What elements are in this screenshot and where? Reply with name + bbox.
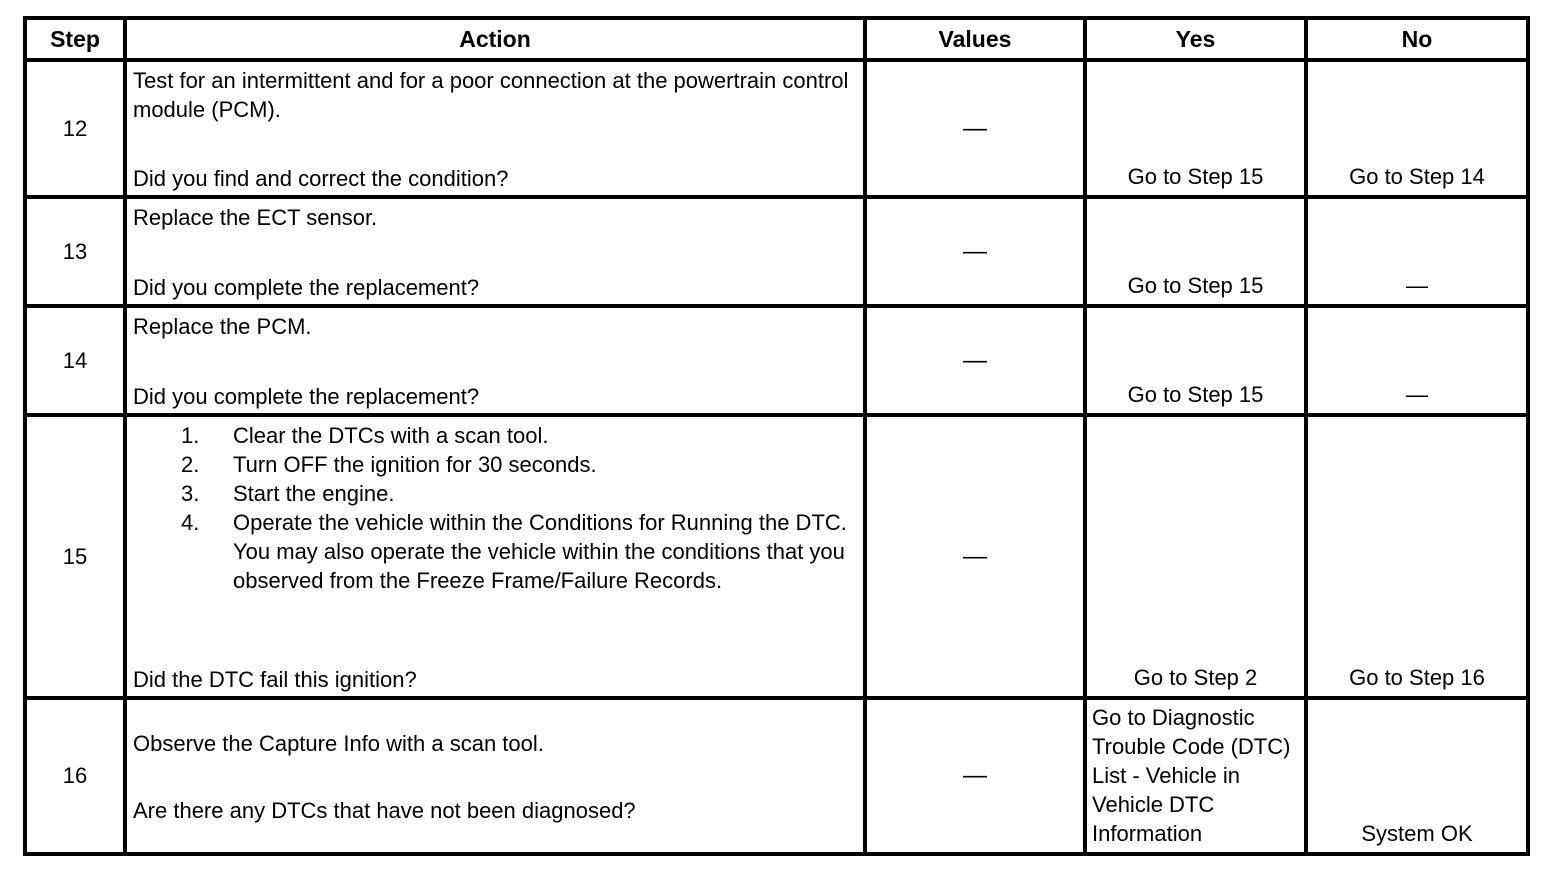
substep-text: Operate the vehicle within the Conditions for Running the DTC. You may also operate the vehicle within the conditions that you observed from the Freeze Frame/Failure Records.: [233, 510, 847, 594]
no-cell: Go to Step 16: [1306, 415, 1528, 697]
yes-cell: Go to Step 2: [1085, 415, 1306, 697]
substep-number: 3.: [181, 481, 200, 507]
action-cell: [125, 60, 865, 197]
action-question: Did you complete the replacement?: [133, 384, 480, 410]
substep-item: [181, 450, 857, 479]
values-cell: —: [865, 306, 1085, 415]
header-values: Values: [865, 18, 1085, 60]
substep-item: [181, 421, 857, 450]
substep-number: 4.: [181, 510, 200, 536]
action-question: Are there any DTCs that have not been diagnosed?: [133, 797, 636, 823]
values-cell: —: [865, 698, 1085, 854]
no-cell: Go to Step 14: [1306, 60, 1528, 197]
values-cell: —: [865, 197, 1085, 306]
step-number: 14: [25, 306, 125, 415]
yes-cell: Go to Diagnostic Trouble Code (DTC) List - Vehicle in Vehicle DTC Information: [1085, 698, 1306, 854]
action-instruction: Replace the PCM.: [133, 314, 312, 340]
substep-number: 1.: [181, 423, 200, 449]
no-cell: System OK: [1306, 698, 1528, 854]
yes-cell: Go to Step 15: [1085, 60, 1306, 197]
substep-number: 2.: [181, 452, 200, 478]
header-yes: Yes: [1085, 18, 1306, 60]
table-row: [25, 415, 1528, 697]
substep-item: [181, 479, 857, 508]
header-no: No: [1306, 18, 1528, 60]
diagnostic-table: [23, 16, 1530, 856]
action-question: Did you find and correct the condition?: [133, 166, 509, 192]
action-cell: [125, 698, 865, 854]
table-row: [25, 698, 1528, 854]
step-number: 12: [25, 60, 125, 197]
action-cell: [125, 306, 865, 415]
yes-cell: Go to Step 15: [1085, 197, 1306, 306]
values-cell: —: [865, 415, 1085, 697]
no-cell: —: [1306, 306, 1528, 415]
table-row: [25, 306, 1528, 415]
yes-cell: Go to Step 15: [1085, 306, 1306, 415]
step-number: 16: [25, 698, 125, 854]
step-number: 15: [25, 415, 125, 697]
substep-text: Turn OFF the ignition for 30 seconds.: [233, 452, 597, 478]
substep-item: [181, 508, 857, 595]
header-row: [25, 18, 1528, 60]
table-row: [25, 197, 1528, 306]
values-cell: —: [865, 60, 1085, 197]
action-instruction: Test for an intermittent and for a poor connection at the powertrain control module (PCM).: [133, 68, 849, 122]
no-cell: —: [1306, 197, 1528, 306]
step-number: 13: [25, 197, 125, 306]
substep-text: Clear the DTCs with a scan tool.: [233, 423, 549, 449]
substep-list: [133, 421, 857, 595]
substep-text: Start the engine.: [233, 481, 395, 507]
header-step: Step: [25, 18, 125, 60]
action-cell: [125, 197, 865, 306]
action-instruction: Observe the Capture Info with a scan tool.: [133, 730, 544, 756]
action-instruction: Replace the ECT sensor.: [133, 205, 378, 231]
action-question: Did the DTC fail this ignition?: [133, 666, 417, 692]
table-row: [25, 60, 1528, 197]
header-action: Action: [125, 18, 865, 60]
action-cell: [125, 415, 865, 697]
action-question: Did you complete the replacement?: [133, 275, 480, 301]
